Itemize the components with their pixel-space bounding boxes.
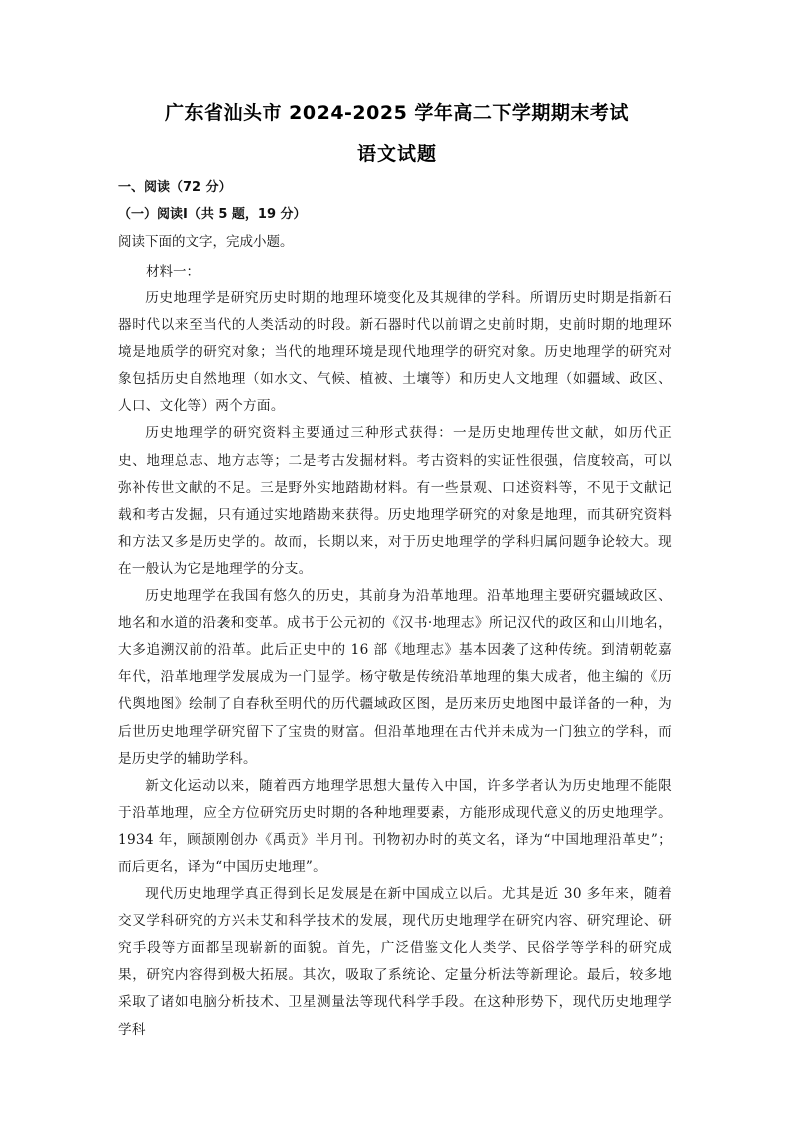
material-label: 材料一：	[146, 264, 200, 280]
paragraph-5: 现代历史地理学真正得到长足发展是在新中国成立以后。尤其是近 30 多年来，随着交叉学科研究的方兴未艾和科学技术的发展，现代历史地理学在研究内容、研究理论、研究手段等方面都呈现崭新的面貌。首先，广泛借鉴文化人类学、民俗学等学科的研究成果，研究内容得到极大拓展。其次，吸取了系统论、定量分析法等新理论。最后，较多地采取了诸如电脑分析技术、卫星测量法等现代科学手段。在这种形势下，现代历史地理学学科	[118, 886, 672, 1038]
paragraph-4: 新文化运动以来，随着西方地理学思想大量传入中国，许多学者认为历史地理不能限于沿革地理，应全方位研究历史时期的各种地理要素，方能形成现代意义的历史地理学。1934 年，顾颉刚创办《禹贡》半月刊。刊物初办时的英文名，译为“中国地理沿革史”；而后更名，译为“中国历史地理”。	[118, 777, 672, 875]
paragraph-3: 历史地理学在我国有悠久的历史，其前身为沿革地理。沿革地理主要研究疆域政区、地名和水道的沿袭和变革。成书于公元初的《汉书·地理志》所记汉代的政区和山川地名，大多追溯汉前的沿革。此后正史中的 16 部《地理志》基本因袭了这种传统。到清朝乾嘉年代，沿革地理学发展成为一门显学。杨守敬是传统沿革地理的集大成者，他主编的《历代舆地图》绘制了自春秋至明代的历代疆域政区图，是历来历史地图中最详备的一种，为后世历史地理学研究留下了宝贵的财富。但沿革地理在古代并未成为一门独立的学科，而是历史学的辅助学科。	[118, 588, 672, 767]
exam-title: 广东省汕头市 2024-2025 学年高二下学期期末考试	[165, 102, 629, 124]
reading-instruction: 阅读下面的文字，完成小题。	[118, 234, 294, 250]
material-body	[118, 285, 672, 1044]
exam-subtitle: 语文试题	[356, 143, 437, 165]
paragraph-2: 历史地理学的研究资料主要通过三种形式获得：一是历史地理传世文献，如历代正史、地理总志、地方志等；二是考古发掘材料。考古资料的实证性很强，信度较高，可以弥补传世文献的不足。三是野外实地踏勘材料。有一些景观、口述资料等，不见于文献记载和考古发掘，只有通过实地踏勘来获得。历史地理学研究的对象是地理，而其研究资料和方法又多是历史学的。故而，长期以来，对于历史地理学的学科归属问题争论较大。现在一般认为它是地理学的分支。	[118, 425, 672, 577]
subsection-heading-reading-1: （一）阅读Ⅰ（共 5 题，19 分）	[118, 207, 307, 222]
paragraph-1: 历史地理学是研究历史时期的地理环境变化及其规律的学科。所谓历史时期是指新石器时代以来至当代的人类活动的时段。新石器时代以前谓之史前时期，史前时期的地理环境是地质学的研究对象；当代的地理环境是现代地理学的研究对象。历史地理学的研究对象包括历史自然地理（如水文、气候、植被、土壤等）和历史人文地理（如疆域、政区、人口、文化等）两个方面。	[118, 290, 672, 415]
section-heading-reading: 一、阅读（72 分）	[118, 180, 232, 195]
